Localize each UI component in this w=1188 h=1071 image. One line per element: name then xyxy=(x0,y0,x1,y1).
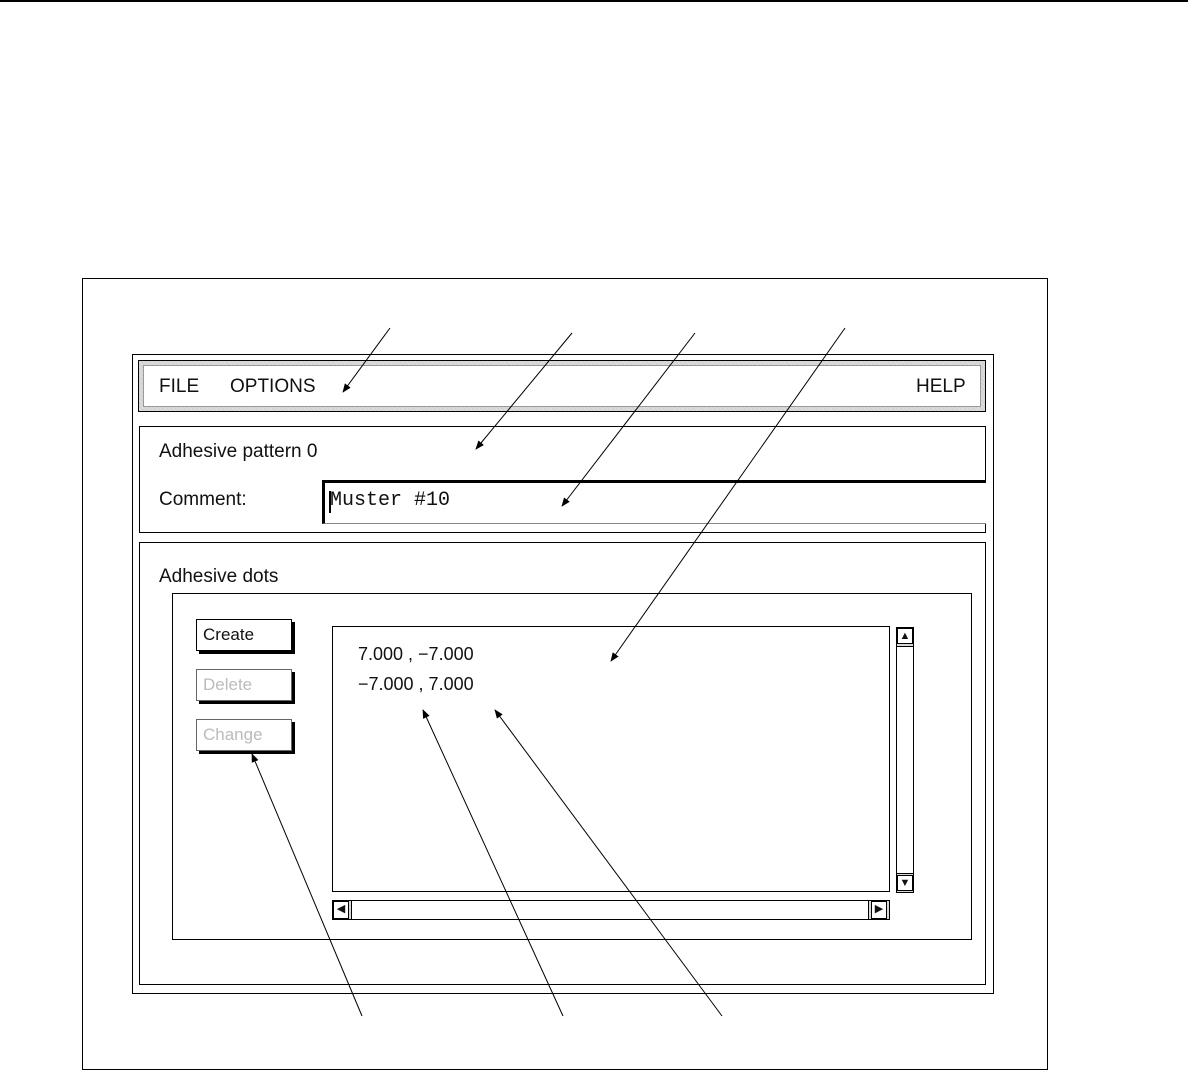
menu-options[interactable]: OPTIONS xyxy=(230,376,316,397)
callout-y-coordinate xyxy=(495,710,722,1016)
dots-title: Adhesive dots xyxy=(159,566,279,587)
callout-menubar xyxy=(343,328,390,392)
callout-x-coordinate xyxy=(423,710,563,1016)
menu-help[interactable]: HELP xyxy=(916,376,966,397)
pattern-title: Adhesive pattern 0 xyxy=(159,441,318,462)
callout-change-button xyxy=(252,754,362,1016)
callout-list xyxy=(611,328,845,661)
comment-label: Comment: xyxy=(159,489,247,510)
delete-button[interactable]: Delete xyxy=(196,669,292,701)
callout-pattern-title xyxy=(476,333,572,449)
menu-file[interactable]: FILE xyxy=(159,376,200,397)
list-item[interactable]: −7.000 , 7.000 xyxy=(358,674,474,694)
scroll-left-icon[interactable]: ◀ xyxy=(333,901,349,919)
change-button[interactable]: Change xyxy=(196,719,292,751)
scroll-up-icon[interactable]: ▲ xyxy=(897,628,913,644)
callout-comment xyxy=(562,333,695,506)
list-item[interactable]: 7.000 , −7.000 xyxy=(358,644,474,664)
scroll-down-icon[interactable]: ▼ xyxy=(897,875,913,891)
comment-value: Muster #10 xyxy=(330,489,451,512)
scroll-right-icon[interactable]: ▶ xyxy=(871,901,887,919)
create-button[interactable]: Create xyxy=(196,619,292,651)
